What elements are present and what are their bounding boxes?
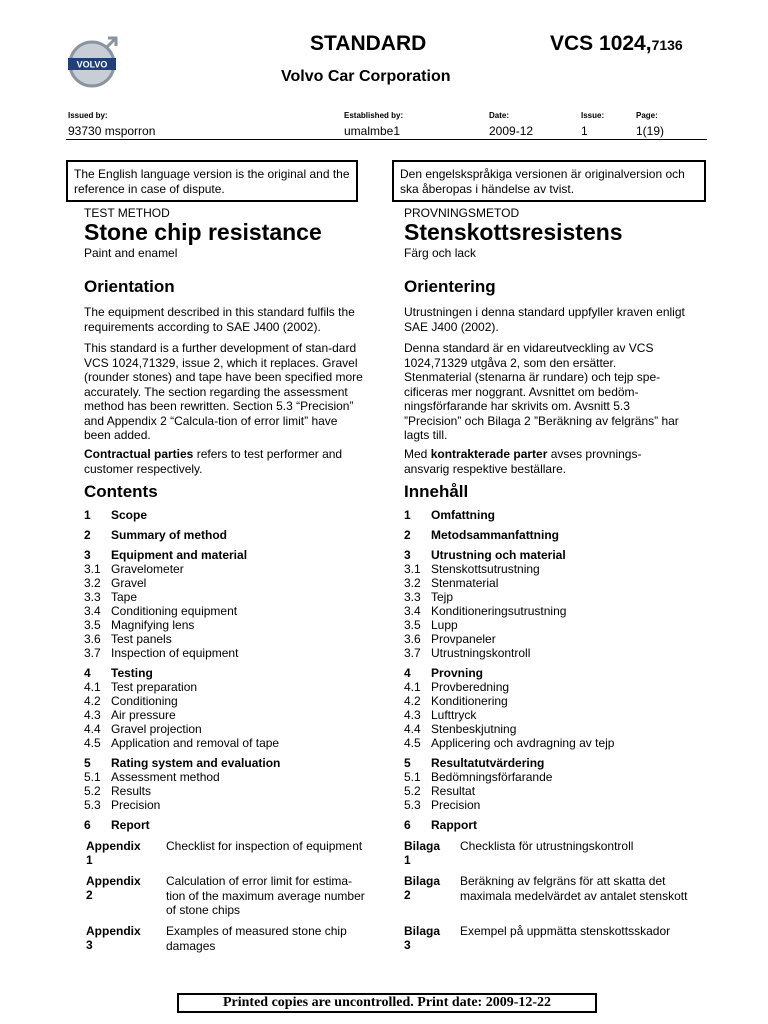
appendix-label: Bilaga 1: [404, 839, 441, 867]
toc-number: 3.6: [404, 632, 421, 646]
toc-item: [84, 548, 247, 562]
toc-item: [404, 694, 508, 708]
toc-text: Conditioning equipment: [111, 604, 238, 618]
toc-text: Report: [111, 818, 150, 832]
toc-item: [84, 694, 178, 708]
appendix-text: Beräkning av felgräns för att skatta det maximala medelvärdet av antalet stenskott: [460, 874, 688, 903]
toc-number: 5.2: [404, 784, 421, 798]
toc-number: 2: [404, 528, 411, 542]
toc-number: 3.4: [84, 604, 101, 618]
toc-text: Gravel: [111, 576, 147, 590]
appendix-text: Exempel på uppmätta stenskottsskador: [460, 924, 671, 938]
toc-number: 1: [84, 508, 91, 522]
toc-item: [84, 618, 194, 632]
toc-number: 5.1: [84, 770, 101, 784]
toc-text: Precision: [431, 798, 481, 812]
toc-text: Utrustningskontroll: [431, 646, 531, 660]
toc-text: Resultatutvärdering: [431, 756, 545, 770]
toc-text: Test preparation: [111, 680, 198, 694]
toc-text: Air pressure: [111, 708, 176, 722]
standard-label: STANDARD: [310, 32, 427, 55]
toc-item: [404, 798, 480, 812]
toc-item: [84, 666, 153, 680]
toc-item: [84, 646, 238, 660]
toc-text: Results: [111, 784, 152, 798]
appendix-text: Examples of measured stone chip damages: [166, 924, 347, 953]
toc-text: Gravelometer: [111, 562, 184, 576]
page-value: 1(19): [636, 124, 665, 138]
company-name: Volvo Car Corporation: [281, 68, 451, 85]
toc-text: Application and removal of tape: [111, 736, 280, 750]
toc-text: Lufttryck: [431, 708, 477, 722]
toc-text: Stenbeskjutning: [431, 722, 517, 736]
toc-item: [404, 576, 498, 590]
contents-heading-sv: Innehåll: [404, 482, 469, 501]
established-by-label: Established by:: [344, 111, 404, 120]
toc-number: 4.4: [84, 722, 101, 736]
contractual-parties-term: Contractual parties: [84, 447, 194, 461]
toc-text: Provpaneler: [431, 632, 496, 646]
category-sv: PROVNINGSMETOD: [404, 206, 520, 220]
toc-text: Metodsammanfattning: [431, 528, 560, 542]
toc-item: [84, 770, 220, 784]
toc-item: [404, 618, 458, 632]
toc-number: 4.1: [404, 680, 421, 694]
toc-item: [84, 818, 150, 832]
appendix-text: Checklist for inspection of equipment: [166, 839, 363, 853]
notice-box-en: The English language version is the original and the reference in case of dispute.: [66, 160, 358, 202]
title-sv: Stenskottsresistens: [404, 219, 623, 245]
toc-number: 4.5: [84, 736, 101, 750]
toc-number: 3.6: [84, 632, 101, 646]
toc-text: Assessment method: [111, 770, 220, 784]
toc-item: [404, 528, 559, 542]
toc-number: 5.3: [404, 798, 421, 812]
issue-label: Issue:: [581, 111, 605, 120]
toc-text: Stenskottsutrustning: [431, 562, 540, 576]
toc-text: Gravel projection: [111, 722, 202, 736]
toc-number: 4.1: [84, 680, 101, 694]
toc-item: [404, 756, 544, 770]
orientation-p3-sv: [404, 447, 686, 476]
orientation-heading-sv: Orientering: [404, 277, 496, 296]
print-notice: Printed copies are uncontrolled. Print date: 2009-12-22: [177, 993, 597, 1013]
toc-item: [404, 508, 495, 522]
toc-number: 3.5: [84, 618, 101, 632]
toc-text: Conditioning: [111, 694, 178, 708]
orientation-p3-pre-sv: Med: [404, 447, 431, 461]
toc-text: Bedömningsförfarande: [431, 770, 553, 784]
volvo-logo: [66, 36, 122, 88]
doc-number: [550, 32, 683, 56]
toc-number: 2: [84, 528, 91, 542]
toc-item: [404, 722, 516, 736]
date-label: Date:: [489, 111, 510, 120]
appendix-label: Bilaga 3: [404, 924, 441, 952]
toc-number: 4.2: [84, 694, 101, 708]
toc-text: Omfattning: [431, 508, 495, 522]
toc-text: Inspection of equipment: [111, 646, 239, 660]
toc-text: Konditionering: [431, 694, 508, 708]
toc-item: [404, 646, 530, 660]
toc-item: [84, 562, 184, 576]
toc-number: 4.5: [404, 736, 421, 750]
toc-text: Rating system and evaluation: [111, 756, 281, 770]
toc-number: 5.3: [84, 798, 101, 812]
toc-number: 4.3: [84, 708, 101, 722]
orientation-heading-en: Orientation: [84, 277, 175, 296]
toc-number: 3.2: [404, 576, 421, 590]
toc-number: 3.4: [404, 604, 421, 618]
toc-item: [84, 708, 176, 722]
established-by-value: umalmbe1: [344, 124, 401, 138]
toc-number: 3.3: [404, 590, 421, 604]
toc-number: 4.2: [404, 694, 421, 708]
toc-number: 3.7: [404, 646, 421, 660]
toc-item: [84, 604, 237, 618]
toc-text: Tejp: [431, 590, 454, 604]
title-en: Stone chip resistance: [84, 219, 322, 245]
appendix-label: Appendix 2: [86, 874, 141, 902]
toc-item: [404, 632, 496, 646]
issued-by-value: 93730 msporron: [68, 124, 156, 138]
subtitle-sv: Färg och lack: [404, 246, 477, 260]
toc-item: [404, 562, 540, 576]
toc-number: 5.2: [84, 784, 101, 798]
toc-item: [84, 590, 137, 604]
toc-text: Testing: [111, 666, 153, 680]
orientation-p2-en: This standard is a further development of stan-dard VCS 1024,71329, issue 2, which it replaces. Gravel (rounder stones) and tape have been specified more accurately. The section regarding the assessment method has been rewritten. Section 5.3 “Precision” and Appendix 2 “Calcula-tion of error limit” have been added.: [84, 341, 363, 442]
category-en: TEST METHOD: [84, 206, 170, 220]
toc-text: Konditioneringsutrustning: [431, 604, 567, 618]
toc-text: Equipment and material: [111, 548, 248, 562]
toc-item: [84, 680, 197, 694]
orientation-p3-rest-sv: avses provnings-ansvarig respektive beställare.: [404, 447, 642, 476]
toc-item: [404, 708, 476, 722]
toc-text: Applicering och avdragning av tejp: [431, 736, 615, 750]
orientation-p1-sv: Utrustningen i denna standard uppfyller kraven enligt SAE J400 (2002).: [404, 305, 685, 334]
toc-item: [404, 548, 566, 562]
toc-number: 3.1: [84, 562, 101, 576]
toc-number: 4: [84, 666, 91, 680]
toc-number: 5: [84, 756, 91, 770]
page-label: Page:: [636, 111, 658, 120]
toc-text: Tape: [111, 590, 138, 604]
toc-number: 3: [84, 548, 91, 562]
orientation-p1-en: The equipment described in this standard fulfils the requirements according to SAE J400 (2002).: [84, 305, 355, 334]
subtitle-en: Paint and enamel: [84, 246, 178, 260]
meta-divider: [66, 139, 707, 140]
orientation-p2-sv: Denna standard är en vidareutveckling av VCS 1024,71329 utgåva 2, som den ersätter. Stenmaterial (stenarna är rundare) och tejp spe-cificeras mer noggrant. Avsnittet om bedöm-ningsförfarande har skrivits om. Avsnitt 5.3 ”Precision” och Bilaga 2 ”Beräkning av felgräns” har lagts till.: [404, 341, 679, 442]
toc-text: Lupp: [431, 618, 458, 632]
toc-text: Scope: [111, 508, 148, 522]
toc-item: [404, 590, 453, 604]
appendix-text: Checklista för utrustningskontroll: [460, 839, 634, 853]
orientation-p3-rest-en: refers to test performer and customer respectively.: [84, 447, 343, 476]
toc-number: 3.5: [404, 618, 421, 632]
toc-item: [84, 798, 160, 812]
toc-text: Rapport: [431, 818, 477, 832]
toc-item: [404, 736, 614, 750]
toc-item: [84, 528, 227, 542]
notice-box-sv: Den engelskspråkiga versionen är originalversion och ska åberopas i händelse av tvist.: [392, 160, 706, 202]
toc-number: 3.3: [84, 590, 101, 604]
toc-number: 5.1: [404, 770, 421, 784]
toc-item: [404, 604, 566, 618]
toc-text: Resultat: [431, 784, 476, 798]
toc-number: 3.1: [404, 562, 421, 576]
date-value: 2009-12: [489, 124, 534, 138]
doc-number-main: VCS 1024,: [550, 32, 652, 55]
toc-number: 6: [84, 818, 91, 832]
doc-number-sub: 7136: [651, 37, 683, 53]
appendix-label: Bilaga 2: [404, 874, 441, 902]
toc-item: [404, 818, 477, 832]
toc-number: 4.3: [404, 708, 421, 722]
toc-item: [84, 576, 146, 590]
toc-number: 4: [404, 666, 411, 680]
toc-text: Summary of method: [111, 528, 228, 542]
orientation-p3-en: [84, 447, 366, 476]
toc-item: [404, 680, 509, 694]
toc-number: 1: [404, 508, 411, 522]
logo-wordmark: VOLVO: [76, 59, 108, 70]
toc-number: 3.2: [84, 576, 101, 590]
toc-text: Utrustning och material: [431, 548, 566, 562]
toc-text: Stenmaterial: [431, 576, 499, 590]
contracted-parties-term: kontrakterade parter: [430, 447, 548, 461]
toc-text: Magnifying lens: [111, 618, 195, 632]
toc-item: [84, 508, 147, 522]
toc-number: 3: [404, 548, 411, 562]
issued-by-label: Issued by:: [68, 111, 108, 120]
toc-number: 5: [404, 756, 411, 770]
toc-item: [84, 736, 279, 750]
toc-item: [404, 666, 483, 680]
appendix-label: Appendix 1: [86, 839, 141, 867]
toc-item: [404, 770, 552, 784]
toc-item: [84, 784, 151, 798]
toc-item: [84, 756, 280, 770]
toc-text: Precision: [111, 798, 161, 812]
contents-heading-en: Contents: [84, 482, 158, 501]
toc-item: [84, 722, 202, 736]
toc-text: Provning: [431, 666, 484, 680]
toc-item: [84, 632, 172, 646]
toc-number: 6: [404, 818, 411, 832]
toc-number: 4.4: [404, 722, 421, 736]
toc-text: Provberedning: [431, 680, 510, 694]
toc-text: Test panels: [111, 632, 172, 646]
appendix-text: Calculation of error limit for estima-tion of the maximum average number of stone chips: [166, 874, 365, 917]
issue-value: 1: [581, 124, 588, 138]
toc-number: 3.7: [84, 646, 101, 660]
appendix-label: Appendix 3: [86, 924, 141, 952]
toc-item: [404, 784, 475, 798]
